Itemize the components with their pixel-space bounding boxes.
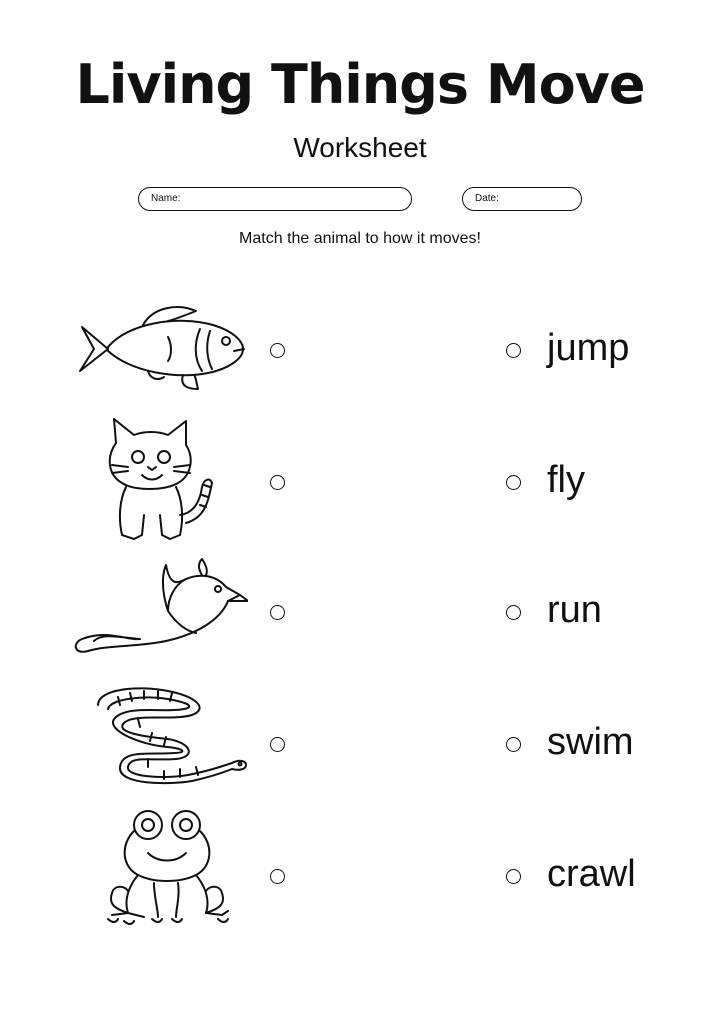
match-row-1 [0, 285, 720, 415]
animal-connector-dot[interactable] [270, 475, 285, 490]
animal-connector-dot[interactable] [270, 343, 285, 358]
match-row-3 [0, 545, 720, 675]
match-row-5 [0, 805, 720, 935]
snake-icon [68, 675, 248, 805]
animal-connector-dot[interactable] [270, 737, 285, 752]
movement-word: fly [547, 459, 585, 501]
match-row-2 [0, 415, 720, 545]
date-label: Date: [475, 193, 499, 204]
match-row-4 [0, 675, 720, 805]
worksheet-title: Living Things Move [75, 53, 645, 116]
movement-connector-dot[interactable] [506, 737, 521, 752]
movement-connector-dot[interactable] [506, 869, 521, 884]
worksheet-subtitle: Worksheet [293, 132, 427, 163]
frog-icon [68, 805, 248, 935]
movement-connector-dot[interactable] [506, 475, 521, 490]
movement-connector-dot[interactable] [506, 343, 521, 358]
movement-word: crawl [547, 853, 636, 895]
bird-icon [68, 545, 248, 675]
animal-connector-dot[interactable] [270, 869, 285, 884]
date-field[interactable] [462, 187, 582, 211]
movement-word: run [547, 589, 602, 631]
movement-word: jump [547, 327, 630, 369]
movement-word: swim [547, 721, 634, 763]
fish-icon [68, 285, 248, 415]
instructions: Match the animal to how it moves! [239, 230, 481, 247]
name-field[interactable] [138, 187, 412, 211]
name-label: Name: [151, 193, 181, 204]
movement-connector-dot[interactable] [506, 605, 521, 620]
cat-icon [68, 415, 248, 545]
animal-connector-dot[interactable] [270, 605, 285, 620]
